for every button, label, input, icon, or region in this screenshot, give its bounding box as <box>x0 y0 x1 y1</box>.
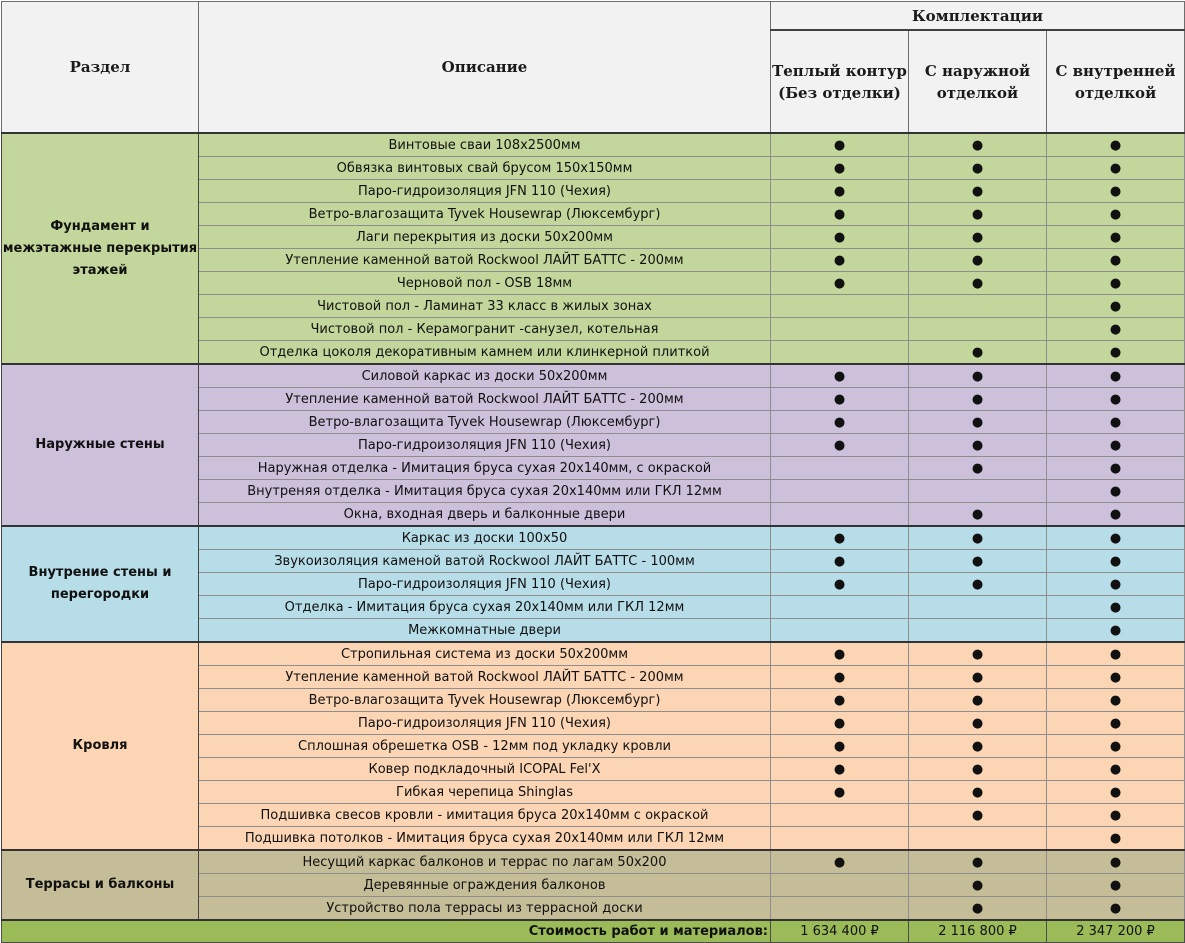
included-marker-cell: ● <box>771 735 909 758</box>
included-marker-cell <box>909 480 1047 503</box>
description-cell: Деревянные ограждения балконов <box>199 874 771 897</box>
included-marker-cell: ● <box>909 758 1047 781</box>
table-body <box>2 2 1185 943</box>
table-row <box>2 133 1185 157</box>
included-marker-cell: ● <box>771 272 909 295</box>
included-marker-cell: ● <box>909 341 1047 365</box>
included-marker-cell <box>771 619 909 643</box>
description-cell: Паро-гидроизоляция JFN 110 (Чехия) <box>199 434 771 457</box>
description-cell: Обвязка винтовых свай брусом 150х150мм <box>199 157 771 180</box>
included-marker-cell <box>771 804 909 827</box>
description-cell: Ветро-влагозащита Tyvek Housewrap (Люксембург) <box>199 689 771 712</box>
included-marker-cell: ● <box>909 388 1047 411</box>
included-marker-cell: ● <box>909 689 1047 712</box>
description-cell: Паро-гидроизоляция JFN 110 (Чехия) <box>199 180 771 203</box>
included-marker-cell: ● <box>771 850 909 874</box>
description-cell: Несущий каркас балконов и террас по лагам 50х200 <box>199 850 771 874</box>
included-marker-cell <box>909 827 1047 851</box>
included-marker-cell: ● <box>771 180 909 203</box>
description-cell: Ветро-влагозащита Tyvek Housewrap (Люксембург) <box>199 411 771 434</box>
included-marker-cell <box>909 295 1047 318</box>
interior-finish-header-line1: С внутренней <box>1055 61 1176 80</box>
description-cell: Ветро-влагозащита Tyvek Housewrap (Люксембург) <box>199 203 771 226</box>
exterior-finish-header-line1: С наружной <box>924 61 1031 80</box>
included-marker-cell <box>771 457 909 480</box>
included-marker-cell: ● <box>1047 758 1185 781</box>
included-marker-cell: ● <box>1047 897 1185 921</box>
included-marker-cell: ● <box>1047 203 1185 226</box>
packages-group-header: Комплектации <box>771 2 1185 31</box>
description-cell: Утепление каменной ватой Rockwool ЛАЙТ БАТТС - 200мм <box>199 249 771 272</box>
included-marker-cell: ● <box>1047 827 1185 851</box>
included-marker-cell: ● <box>1047 180 1185 203</box>
total-price-cell: 1 634 400 ₽ <box>771 920 909 943</box>
included-marker-cell <box>909 619 1047 643</box>
included-marker-cell: ● <box>909 781 1047 804</box>
warm-contour-header-line2: (Без отделки) <box>778 83 901 102</box>
total-row <box>2 920 1185 943</box>
description-cell: Подшивка потолков - Имитация бруса сухая 20х140мм или ГКЛ 12мм <box>199 827 771 851</box>
included-marker-cell: ● <box>1047 573 1185 596</box>
included-marker-cell: ● <box>1047 874 1185 897</box>
included-marker-cell: ● <box>771 434 909 457</box>
description-cell: Чистовой пол - Керамогранит -санузел, котельная <box>199 318 771 341</box>
included-marker-cell: ● <box>771 666 909 689</box>
included-marker-cell: ● <box>909 735 1047 758</box>
included-marker-cell: ● <box>1047 781 1185 804</box>
included-marker-cell: ● <box>909 666 1047 689</box>
included-marker-cell: ● <box>1047 133 1185 157</box>
included-marker-cell <box>771 874 909 897</box>
description-cell: Стропильная система из доски 50х200мм <box>199 642 771 666</box>
included-marker-cell: ● <box>909 249 1047 272</box>
description-cell: Наружная отделка - Имитация бруса сухая 20х140мм, с окраской <box>199 457 771 480</box>
included-marker-cell: ● <box>909 526 1047 550</box>
included-marker-cell: ● <box>771 411 909 434</box>
description-cell: Внутреняя отделка - Имитация бруса сухая 20х140мм или ГКЛ 12мм <box>199 480 771 503</box>
included-marker-cell: ● <box>1047 411 1185 434</box>
included-marker-cell: ● <box>909 850 1047 874</box>
included-marker-cell: ● <box>909 457 1047 480</box>
pricing-table <box>1 1 1185 943</box>
total-price-cell: 2 116 800 ₽ <box>909 920 1047 943</box>
included-marker-cell: ● <box>1047 526 1185 550</box>
included-marker-cell: ● <box>1047 480 1185 503</box>
included-marker-cell: ● <box>771 689 909 712</box>
description-cell: Силовой каркас из доски 50х200мм <box>199 364 771 388</box>
section-name-cell: Кровля <box>2 642 199 850</box>
included-marker-cell: ● <box>909 180 1047 203</box>
included-marker-cell: ● <box>909 411 1047 434</box>
description-cell: Отделка цоколя декоративным камнем или клинкерной плиткой <box>199 341 771 365</box>
section-name-cell: Фундамент и межэтажные перекрытия этажей <box>2 133 199 364</box>
table-row <box>2 364 1185 388</box>
description-cell: Отделка - Имитация бруса сухая 20х140мм или ГКЛ 12мм <box>199 596 771 619</box>
interior-finish-header-line2: отделкой <box>1074 83 1157 102</box>
description-cell: Устройство пола террасы из террасной доски <box>199 897 771 921</box>
description-cell: Окна, входная дверь и балконные двери <box>199 503 771 527</box>
included-marker-cell: ● <box>909 712 1047 735</box>
header-group-row <box>2 2 1185 31</box>
included-marker-cell: ● <box>771 758 909 781</box>
description-cell: Утепление каменной ватой Rockwool ЛАЙТ БАТТС - 200мм <box>199 388 771 411</box>
warm-contour-column-header <box>771 30 909 133</box>
description-cell: Лаги перекрытия из доски 50х200мм <box>199 226 771 249</box>
description-cell: Чистовой пол - Ламинат 33 класс в жилых зонах <box>199 295 771 318</box>
included-marker-cell: ● <box>1047 364 1185 388</box>
description-cell: Сплошная обрешетка OSB - 12мм под укладку кровли <box>199 735 771 758</box>
included-marker-cell: ● <box>909 272 1047 295</box>
section-name-cell: Внутрение стены и перегородки <box>2 526 199 642</box>
included-marker-cell: ● <box>1047 249 1185 272</box>
included-marker-cell: ● <box>909 804 1047 827</box>
description-cell: Звукоизоляция каменой ватой Rockwool ЛАЙТ БАТТС - 100мм <box>199 550 771 573</box>
included-marker-cell: ● <box>909 157 1047 180</box>
description-cell: Межкомнатные двери <box>199 619 771 643</box>
included-marker-cell: ● <box>771 388 909 411</box>
section-name-cell: Террасы и балконы <box>2 850 199 920</box>
included-marker-cell: ● <box>1047 596 1185 619</box>
included-marker-cell: ● <box>771 249 909 272</box>
included-marker-cell: ● <box>909 897 1047 921</box>
included-marker-cell: ● <box>1047 850 1185 874</box>
included-marker-cell: ● <box>909 364 1047 388</box>
included-marker-cell: ● <box>771 203 909 226</box>
exterior-finish-header-line2: отделкой <box>936 83 1019 102</box>
included-marker-cell: ● <box>1047 712 1185 735</box>
included-marker-cell: ● <box>1047 503 1185 527</box>
table-row <box>2 526 1185 550</box>
description-cell: Подшивка свесов кровли - имитация бруса 20х140мм с окраской <box>199 804 771 827</box>
included-marker-cell: ● <box>1047 550 1185 573</box>
included-marker-cell: ● <box>1047 804 1185 827</box>
total-price-cell: 2 347 200 ₽ <box>1047 920 1185 943</box>
included-marker-cell: ● <box>771 526 909 550</box>
included-marker-cell: ● <box>771 642 909 666</box>
description-cell: Паро-гидроизоляция JFN 110 (Чехия) <box>199 712 771 735</box>
included-marker-cell: ● <box>909 203 1047 226</box>
warm-contour-header-line1: Теплый контур <box>772 61 907 80</box>
included-marker-cell: ● <box>1047 388 1185 411</box>
included-marker-cell: ● <box>1047 318 1185 341</box>
description-cell: Черновой пол - OSB 18мм <box>199 272 771 295</box>
description-cell: Винтовые сваи 108х2500мм <box>199 133 771 157</box>
included-marker-cell <box>771 596 909 619</box>
included-marker-cell <box>771 897 909 921</box>
interior-finish-column-header <box>1047 30 1185 133</box>
included-marker-cell: ● <box>909 874 1047 897</box>
included-marker-cell: ● <box>909 573 1047 596</box>
included-marker-cell: ● <box>909 503 1047 527</box>
included-marker-cell: ● <box>1047 689 1185 712</box>
included-marker-cell: ● <box>909 226 1047 249</box>
included-marker-cell: ● <box>1047 666 1185 689</box>
included-marker-cell <box>909 596 1047 619</box>
description-column-header: Описание <box>199 2 771 134</box>
total-label: Стоимость работ и материалов: <box>2 920 771 943</box>
included-marker-cell: ● <box>1047 434 1185 457</box>
included-marker-cell: ● <box>1047 642 1185 666</box>
included-marker-cell: ● <box>909 434 1047 457</box>
included-marker-cell <box>771 503 909 527</box>
description-cell: Утепление каменной ватой Rockwool ЛАЙТ БАТТС - 200мм <box>199 666 771 689</box>
included-marker-cell: ● <box>909 133 1047 157</box>
description-cell: Ковер подкладочный ICOPAL Fel'X <box>199 758 771 781</box>
included-marker-cell: ● <box>1047 157 1185 180</box>
table-row <box>2 642 1185 666</box>
included-marker-cell: ● <box>1047 735 1185 758</box>
table-row <box>2 850 1185 874</box>
included-marker-cell: ● <box>771 781 909 804</box>
included-marker-cell <box>771 480 909 503</box>
description-cell: Каркас из доски 100х50 <box>199 526 771 550</box>
included-marker-cell <box>909 318 1047 341</box>
included-marker-cell: ● <box>909 550 1047 573</box>
included-marker-cell: ● <box>771 712 909 735</box>
included-marker-cell <box>771 341 909 365</box>
included-marker-cell: ● <box>1047 341 1185 365</box>
included-marker-cell <box>771 295 909 318</box>
included-marker-cell: ● <box>1047 295 1185 318</box>
section-column-header: Раздел <box>2 2 199 134</box>
included-marker-cell: ● <box>771 550 909 573</box>
included-marker-cell: ● <box>771 133 909 157</box>
included-marker-cell <box>771 827 909 851</box>
included-marker-cell: ● <box>909 642 1047 666</box>
included-marker-cell: ● <box>771 573 909 596</box>
included-marker-cell: ● <box>771 364 909 388</box>
included-marker-cell: ● <box>1047 226 1185 249</box>
included-marker-cell: ● <box>1047 272 1185 295</box>
exterior-finish-column-header <box>909 30 1047 133</box>
included-marker-cell: ● <box>1047 619 1185 643</box>
included-marker-cell <box>771 318 909 341</box>
included-marker-cell: ● <box>771 157 909 180</box>
description-cell: Гибкая черепица Shinglas <box>199 781 771 804</box>
included-marker-cell: ● <box>1047 457 1185 480</box>
section-name-cell: Наружные стены <box>2 364 199 526</box>
description-cell: Паро-гидроизоляция JFN 110 (Чехия) <box>199 573 771 596</box>
included-marker-cell: ● <box>771 226 909 249</box>
